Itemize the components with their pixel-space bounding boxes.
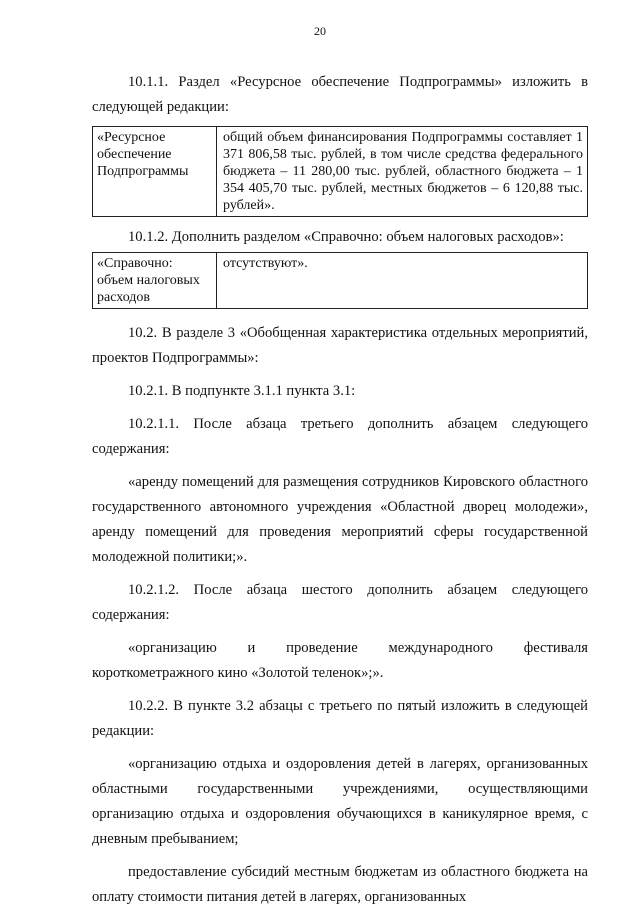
paragraph-10-1-1: 10.1.1. Раздел «Ресурсное обеспечение Подпрограммы» изложить в следующей редакции: [92,74,588,115]
resources-value-cell: общий объем финансирования Подпрограммы составляет 1 371 806,58 тыс. рублей, в том числе средства федерального бюджета – 11 280,00 тыс. рублей, областного бюджета – 1 354 405,70 тыс. рублей, местных бюджетов – 6 120,88 тыс. рублей». [217,127,588,217]
resources-table-row [93,127,588,217]
paragraph-10-2-1-1: 10.2.1.1. После абзаца третьего дополнить абзацем следующего содержания: [92,416,588,457]
paragraph-quote-camps: «организацию отдыха и оздоровления детей в лагерях, организованных областными государственными учреждениями, осуществляющими организацию отдыха и оздоровления обучающихся в каникулярное время, с дневным пребыванием; [92,756,588,847]
paragraph-10-2-2: 10.2.2. В пункте 3.2 абзацы с третьего по пятый изложить в следующей редакции: [92,698,588,739]
resources-label-cell: «Ресурсное обеспечение Подпрограммы [93,127,217,217]
tax-expenses-table-row [93,253,588,309]
document-body [92,70,588,910]
tax-expenses-table [92,252,588,309]
paragraph-10-2: 10.2. В разделе 3 «Обобщенная характеристика отдельных мероприятий, проектов Подпрограммы»: [92,325,588,366]
page-number: 20 [314,24,326,38]
tax-expenses-label-cell: «Справочно: объем налоговых расходов [93,253,217,309]
paragraph-10-1-2: 10.1.2. Дополнить разделом «Справочно: объем налоговых расходов»: [128,229,564,245]
paragraph-quote-festival: «организацию и проведение международного фестиваля короткометражного кино «Золотой теленок»;». [92,640,588,681]
paragraph-10-2-1: 10.2.1. В подпункте 3.1.1 пункта 3.1: [128,383,356,399]
paragraph-quote-rent: «аренду помещений для размещения сотрудников Кировского областного государственного автономного учреждения «Областной дворец молодежи», аренду помещений для проведения мероприятий сферы государственной молодежной политики;». [92,474,588,565]
paragraph-subsidies: предоставление субсидий местным бюджетам из областного бюджета на оплату стоимости питания детей в лагерях, организованных [92,864,588,905]
resources-table [92,126,588,217]
tax-expenses-value-cell: отсутствуют». [217,253,588,309]
paragraph-10-2-1-2: 10.2.1.2. После абзаца шестого дополнить абзацем следующего содержания: [92,582,588,623]
